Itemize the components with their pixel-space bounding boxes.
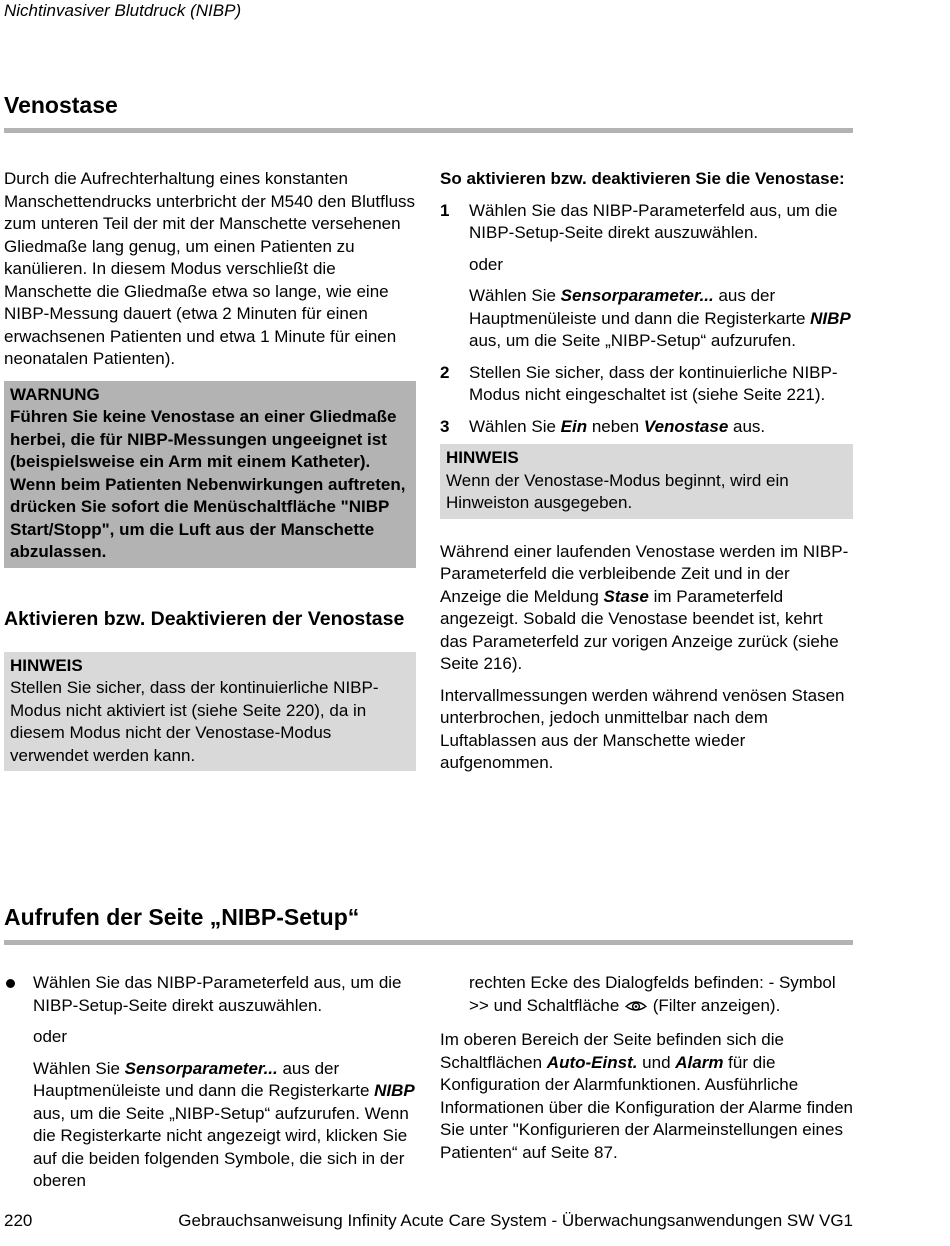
page-number: 220 (4, 1211, 33, 1230)
alternative-text (4, 1058, 416, 1193)
text-run: und (637, 1052, 676, 1072)
venostase-label: Venostase (643, 416, 729, 436)
sensorparameter-label: Sensorparameter... (560, 286, 714, 305)
ein-label: Ein (560, 416, 588, 436)
alarm-label: Alarm (675, 1052, 724, 1072)
text-run: aus, um die Seite „NIBP-Setup“ aufzurufen. Wenn die Registerkarte nicht angezeigt wird, klicken Sie auf die beiden folgenden Symbole, die sich in der oberen (33, 1103, 409, 1190)
running-head: Nichtinvasiver Blutdruck (NIBP) (4, 1, 242, 20)
note-title: HINWEIS (446, 448, 519, 467)
eye-icon (624, 998, 648, 1021)
text-run: Wählen Sie (33, 1058, 125, 1078)
section-title-venostase: Venostase (4, 92, 118, 118)
text-run: (Filter anzeigen). (648, 995, 781, 1015)
note-box-right (440, 444, 853, 519)
section1-left-column (4, 168, 416, 771)
nibp-tab-label: NIBP (374, 1081, 415, 1100)
paragraph-interval: Intervallmessungen werden während venösen Stasen unterbrochen, jedoch unmittelbar nach dem Luftablassen aus der Manschette wieder aufgenommen. (440, 685, 845, 772)
bullet-text: Wählen Sie das NIBP-Parameterfeld aus, um die NIBP-Setup-Seite direkt auszuwählen. (33, 973, 402, 1015)
section-rule (4, 128, 853, 133)
auto-einst-label: Auto-Einst. (546, 1052, 638, 1072)
step-3 (440, 416, 853, 439)
note-text: Stellen Sie sicher, dass der kontinuierliche NIBP-Modus nicht aktiviert ist (siehe Seite 220), da in diesem Modus nicht der Venostase-Modus verwendet werden kann. (10, 678, 379, 765)
step-number: 2 (440, 362, 450, 382)
text-run: aus der Hauptmenüleiste und dann die Registerkarte (469, 286, 811, 328)
subheading-activate: Aktivieren bzw. Deaktivieren der Venostase (4, 607, 405, 630)
stase-label: Stase (603, 586, 649, 606)
section1-right-column (440, 168, 853, 784)
text-run: Wählen Sie (469, 416, 561, 436)
step-2 (440, 362, 853, 407)
text-run: aus, um die Seite „NIBP-Setup“ aufzurufen. (469, 331, 796, 350)
note-text: Wenn der Venostase-Modus beginnt, wird ein Hinweiston ausgegeben. (446, 470, 789, 512)
paragraph-buttons (440, 1029, 853, 1164)
text-run: Während einer laufenden Venostase werden im NIBP-Parameterfeld die verbleibende Zeit und in der Anzeige die Meldung (440, 541, 849, 606)
step-text: Wählen Sie das NIBP-Parameterfeld aus, um die NIBP-Setup-Seite direkt auszuwählen. (469, 200, 838, 242)
nibp-tab-label: NIBP (810, 308, 851, 328)
step-number: 3 (440, 416, 450, 436)
continuation-text (440, 972, 853, 1020)
note-title: HINWEIS (10, 655, 83, 675)
text-run: für die Konfiguration der Alarmfunktionen. Ausführliche Informationen über die Konfiguration der Alarme finden Sie unter "Konfigurieren der Alarmeinstellungen eines Patienten“ auf Seite 87. (440, 1052, 853, 1162)
bullet-dot (6, 979, 15, 988)
section2-right-column (440, 972, 853, 1173)
warning-title: WARNUNG (10, 384, 100, 404)
or-text: oder (469, 254, 504, 274)
alternative-text (440, 285, 853, 353)
section2-left-column (4, 972, 416, 1202)
sensorparameter-label: Sensorparameter... (124, 1058, 278, 1078)
text-run: aus der Hauptmenüleiste und dann die Registerkarte (33, 1058, 375, 1100)
step-text: Stellen Sie sicher, dass der kontinuierliche NIBP-Modus nicht eingeschaltet ist (siehe Seite 221). (469, 362, 838, 404)
text-run: aus. (728, 416, 766, 436)
procedure-heading: So aktivieren bzw. deaktivieren Sie die Venostase: (440, 169, 845, 188)
text-run: und Schaltfläche (488, 995, 625, 1015)
step-1 (440, 200, 853, 245)
step-number: 1 (440, 200, 450, 220)
section-title-nibp-setup: Aufrufen der Seite „NIBP-Setup“ (4, 904, 360, 930)
section-rule (4, 940, 853, 945)
bullet-item (4, 972, 416, 1017)
footer-text: Gebrauchsanweisung Infinity Acute Care System - Überwachungsanwendungen SW VG1 (178, 1211, 853, 1230)
text-run: Im oberen Bereich der Seite befinden sich die Schaltflächen (440, 1030, 784, 1072)
text-run: Wählen Sie (469, 286, 561, 305)
note-box-left (4, 652, 416, 772)
intro-paragraph: Durch die Aufrechterhaltung eines konstanten Manschettendrucks unterbricht der M540 den Blutfluss zum unteren Teil der mit der Manschette versehenen Gliedmaße lang genug, um einen Patienten zu kanülieren. In diesem Modus verschließt die Manschette die Gliedmaße etwa so lange, wie eine NIBP-Messung dauert (etwa 2 Minuten für einen erwachsenen Patienten und etwa 1 Minute für einen neonatalen Patienten). (4, 169, 416, 368)
text-run: rechten Ecke des Dialogfelds befinden: - Symbol (469, 973, 836, 992)
or-text: oder (33, 1027, 68, 1046)
warning-text: Führen Sie keine Venostase an einer Gliedmaße herbei, die für NIBP-Messungen ungeeignet ist (beispielsweise ein Arm mit einem Katheter). Wenn beim Patienten Nebenwirkungen auftreten, drücken Sie sofort die Menüschaltfläche "NIBP Start/Stopp", um die Luft aus der Manschette abzulassen. (10, 407, 406, 561)
double-chevron-symbol: >> (469, 995, 489, 1015)
paragraph-stase (440, 541, 853, 676)
text-run: neben (587, 416, 644, 436)
text-run: im Parameterfeld angezeigt. Sobald die Venostase beendet ist, kehrt das Parameterfeld zur vorigen Anzeige zurück (siehe Seite 216). (440, 586, 839, 673)
warning-box (4, 381, 416, 568)
